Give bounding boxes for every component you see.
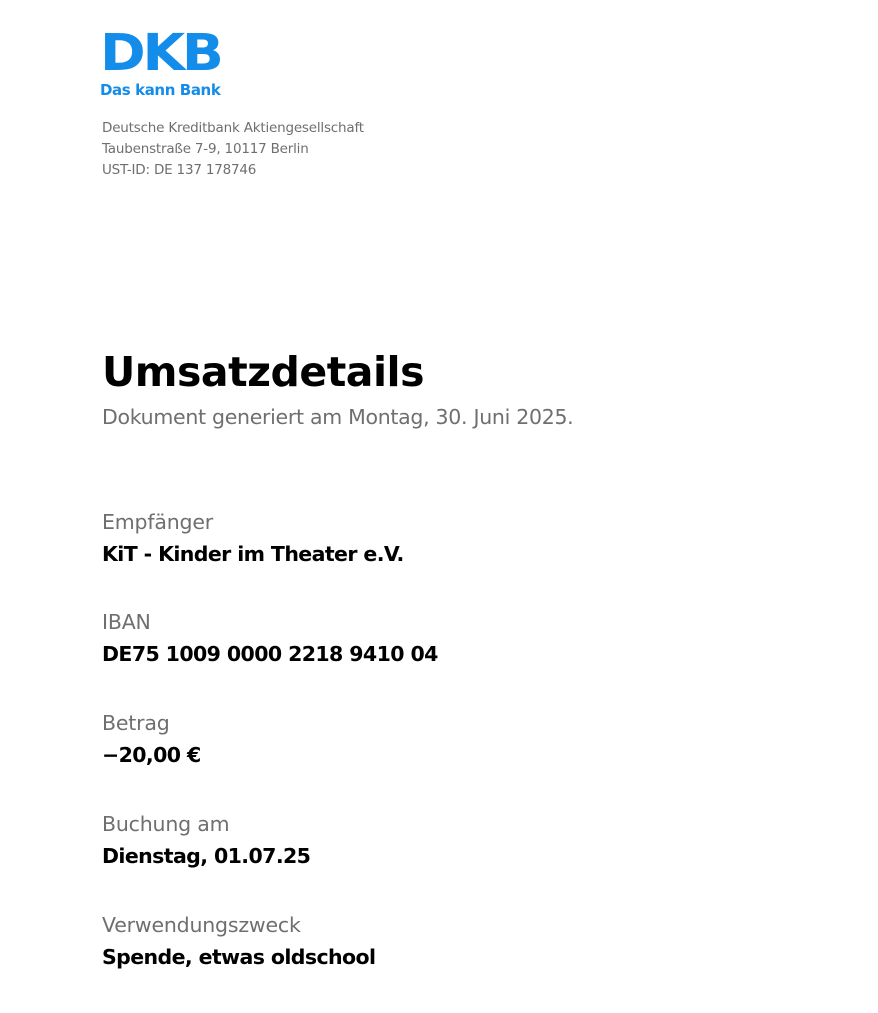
logo-wordmark: DKB [100,24,221,83]
field-recipient [102,508,404,568]
field-value: Spende, etwas oldschool [102,945,376,969]
field-label: Verwendungszweck [102,913,301,937]
field-value: −20,00 € [102,743,201,767]
company-street: Taubenstraße 7-9, 10117 Berlin [102,141,309,157]
field-label: IBAN [102,610,151,634]
field-value: Dienstag, 01.07.25 [102,844,311,868]
company-vat-id: UST-ID: DE 137 178746 [102,162,257,178]
field-label: Buchung am [102,812,230,836]
field-label: Empfänger [102,510,213,534]
logo-claim: Das kann Bank [100,81,221,99]
field-label: Betrag [102,711,170,735]
page-title: Umsatzdetails [102,348,424,396]
dkb-logo [100,24,222,99]
bank-address-block [102,118,364,181]
field-iban [102,608,438,668]
field-value: DE75 1009 0000 2218 9410 04 [102,642,438,666]
field-amount [102,709,201,769]
generation-date: Dokument generiert am Montag, 30. Juni 2025. [102,405,574,429]
field-value: KiT - Kinder im Theater e.V. [102,542,404,566]
field-purpose [102,911,375,971]
field-booking-date [102,810,310,870]
company-name: Deutsche Kreditbank Aktiengesellschaft [102,120,364,136]
